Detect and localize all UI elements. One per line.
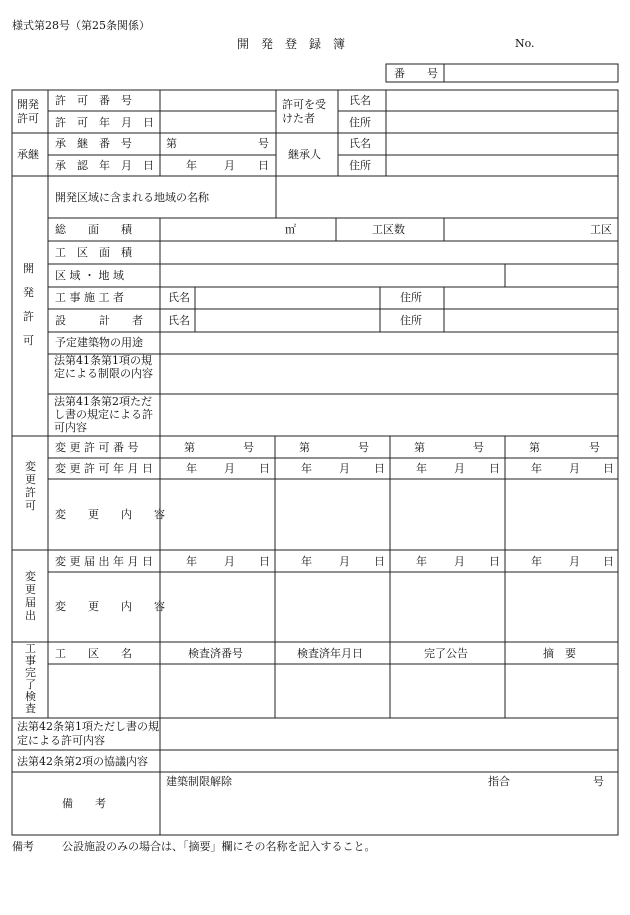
cn-year-4: 年 xyxy=(531,555,542,568)
completion-header: 完了公告 xyxy=(424,647,468,660)
change-notice-content-label: 変 更 内 容 xyxy=(55,600,165,613)
art42-2-label: 法第42条第2項の協議内容 xyxy=(17,755,148,768)
cp-no-suffix-2: 号 xyxy=(358,441,369,454)
permit-side-label: 開発 許可 xyxy=(17,98,39,125)
cn-day-1: 日 xyxy=(259,555,270,568)
permit-holder-label: 許可を受 けた者 xyxy=(282,98,326,125)
succession-no-label: 承 継 番 号 xyxy=(55,137,132,150)
section-name-header: 工 区 名 xyxy=(55,647,132,660)
inspected-date-header: 検査済年月日 xyxy=(297,647,363,660)
designer-label: 設 計 者 xyxy=(55,314,143,327)
cp-month-1: 月 xyxy=(224,462,235,475)
directive-suffix: 号 xyxy=(593,775,604,788)
succession-day: 日 xyxy=(258,159,269,172)
cn-day-2: 日 xyxy=(374,555,385,568)
successor-name-label: 氏名 xyxy=(349,137,371,150)
art41-2-label: 法第41条第2項ただし書の規定による許可内容 xyxy=(54,395,153,434)
succession-month: 月 xyxy=(224,159,235,172)
cp-year-1: 年 xyxy=(186,462,197,475)
cp-no-prefix-1: 第 xyxy=(184,441,195,454)
change-notice-side-label: 変 更 届 出 xyxy=(25,570,36,622)
inspection-side-label: 工 事 完 了 検 査 xyxy=(25,642,36,715)
permit-holder-address-label: 住所 xyxy=(349,116,371,129)
cp-day-3: 日 xyxy=(489,462,500,475)
permit-date-label: 許 可 年 月 日 xyxy=(55,116,154,129)
cp-month-3: 月 xyxy=(454,462,465,475)
release-label: 建築制限解除 xyxy=(166,775,232,788)
number-label: 番 号 xyxy=(394,67,438,80)
succession-date-label: 承 認 年 月 日 xyxy=(55,159,154,172)
cp-year-4: 年 xyxy=(531,462,542,475)
number-field[interactable] xyxy=(445,65,617,81)
permit-holder-name-label: 氏名 xyxy=(349,94,371,107)
register-no-label: No. xyxy=(515,37,535,50)
succession-no-prefix: 第 xyxy=(166,137,177,150)
summary-header: 摘 要 xyxy=(543,647,576,660)
cp-year-2: 年 xyxy=(301,462,312,475)
cp-no-suffix-3: 号 xyxy=(473,441,484,454)
footnote-label: 備考 xyxy=(12,840,34,853)
cp-no-prefix-2: 第 xyxy=(299,441,310,454)
cp-month-2: 月 xyxy=(339,462,350,475)
page-title: 開 発 登 録 簿 xyxy=(237,37,346,51)
cp-month-4: 月 xyxy=(569,462,580,475)
total-area-unit: ㎡ xyxy=(285,223,296,236)
permit-no-label: 許 可 番 号 xyxy=(55,94,132,107)
directive-label: 指合 xyxy=(488,775,510,788)
change-permit-no-label: 変 更 許 可 番 号 xyxy=(55,441,139,454)
dev-side-label: 開 発 許 可 xyxy=(23,262,34,347)
cn-day-3: 日 xyxy=(489,555,500,568)
change-notice-date-label: 変 更 届 出 年 月 日 xyxy=(55,555,153,568)
area-names-label: 開発区域に含まれる地域の名称 xyxy=(55,191,209,204)
contractor-address-label: 住所 xyxy=(400,291,422,304)
contractor-name-label: 氏名 xyxy=(168,291,190,304)
section-area-label: 工 区 面 積 xyxy=(55,246,132,259)
cp-no-prefix-3: 第 xyxy=(414,441,425,454)
change-permit-side-label: 変 更 許 可 xyxy=(25,460,36,512)
cp-no-prefix-4: 第 xyxy=(529,441,540,454)
successor-label: 継承人 xyxy=(288,148,321,161)
zone-label: 区 域 ・ 地 域 xyxy=(55,269,124,282)
cp-no-suffix-1: 号 xyxy=(243,441,254,454)
contractor-label: 工 事 施 工 者 xyxy=(55,291,124,304)
cp-no-suffix-4: 号 xyxy=(589,441,600,454)
designer-name-label: 氏名 xyxy=(168,314,190,327)
form-number: 様式第28号（第25条関係） xyxy=(12,19,150,32)
succession-year: 年 xyxy=(186,159,197,172)
art41-1-label: 法第41条第1項の規定による制限の内容 xyxy=(54,354,153,380)
designer-address-label: 住所 xyxy=(400,314,422,327)
cp-day-1: 日 xyxy=(259,462,270,475)
total-area-label: 総 面 積 xyxy=(55,223,132,236)
cp-day-4: 日 xyxy=(603,462,614,475)
cn-month-1: 月 xyxy=(224,555,235,568)
cp-day-2: 日 xyxy=(374,462,385,475)
cn-month-2: 月 xyxy=(339,555,350,568)
remarks-label: 備 考 xyxy=(62,797,106,810)
succession-side-label: 承継 xyxy=(17,148,39,161)
cn-year-3: 年 xyxy=(416,555,427,568)
sections-unit: 工区 xyxy=(590,223,612,236)
successor-address-label: 住所 xyxy=(349,159,371,172)
cn-day-4: 日 xyxy=(603,555,614,568)
inspected-no-header: 検査済番号 xyxy=(188,647,243,660)
sections-label: 工区数 xyxy=(372,223,405,236)
cp-year-3: 年 xyxy=(416,462,427,475)
succession-no-suffix: 号 xyxy=(258,137,269,150)
cn-month-4: 月 xyxy=(569,555,580,568)
change-permit-date-label: 変 更 許 可 年 月 日 xyxy=(55,462,153,475)
art42-1-label: 法第42条第1項ただし書の規定による許可内容 xyxy=(17,720,159,747)
footnote-text: 公設施設のみの場合は、「摘要」欄にその名称を記入すること。 xyxy=(62,840,376,853)
cn-year-2: 年 xyxy=(301,555,312,568)
cn-year-1: 年 xyxy=(186,555,197,568)
change-permit-content-label: 変 更 内 容 xyxy=(55,508,165,521)
cn-month-3: 月 xyxy=(454,555,465,568)
usage-label: 予定建築物の用途 xyxy=(55,336,143,349)
